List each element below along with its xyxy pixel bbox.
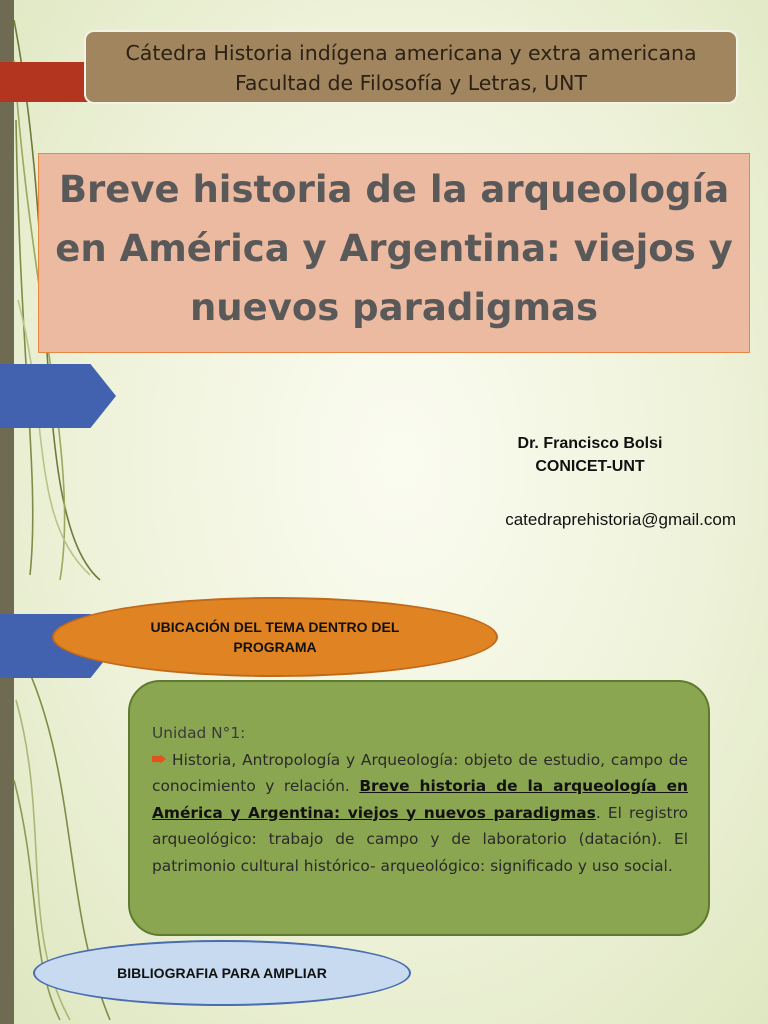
author-affiliation: CONICET-UNT [535, 458, 645, 475]
unit-text-before: Historia, Antropología y Arqueología: objeto de estudio, campo de conocimiento y relación. [152, 750, 688, 795]
title-line: en América y Argentina: viejos y [55, 227, 733, 270]
author-block [470, 432, 710, 478]
author-name: Dr. Francisco Bolsi [517, 435, 663, 452]
course-header [84, 30, 738, 104]
faculty-name: Facultad de Filosofía y Letras, UNT [234, 71, 588, 95]
unit-description [152, 747, 688, 880]
section-bibliografia-badge [33, 940, 411, 1006]
arrow-bullet-icon [152, 755, 166, 764]
title-line: nuevos paradigmas [189, 286, 599, 329]
section-bibliografia-label: BIBLIOGRAFIA PARA AMPLIAR [117, 965, 327, 981]
slide-title [38, 153, 750, 353]
unit-content-box [128, 680, 710, 936]
contact-email: catedraprehistoria@gmail.com [505, 510, 736, 529]
unit-text-after: . El registro arqueológico: trabajo de campo y de laboratorio (datación). El patrimonio cultural histórico- arqueológico: significado y uso social. [152, 803, 688, 875]
decor-line [16, 120, 33, 575]
unit-heading: Unidad N°1: [152, 724, 246, 742]
title-line: Breve historia de la arqueología [58, 168, 730, 211]
section-ubicacion-badge [52, 597, 498, 677]
red-accent-tab [0, 62, 92, 102]
course-name: Cátedra Historia indígena americana y extra americana [125, 41, 697, 65]
unit-highlight: Breve historia de la arqueología en América y Argentina: viejos y nuevos paradigmas [152, 777, 688, 822]
section-ubicacion-label: UBICACIÓN DEL TEMA DENTRO DEL PROGRAMA [150, 619, 400, 655]
